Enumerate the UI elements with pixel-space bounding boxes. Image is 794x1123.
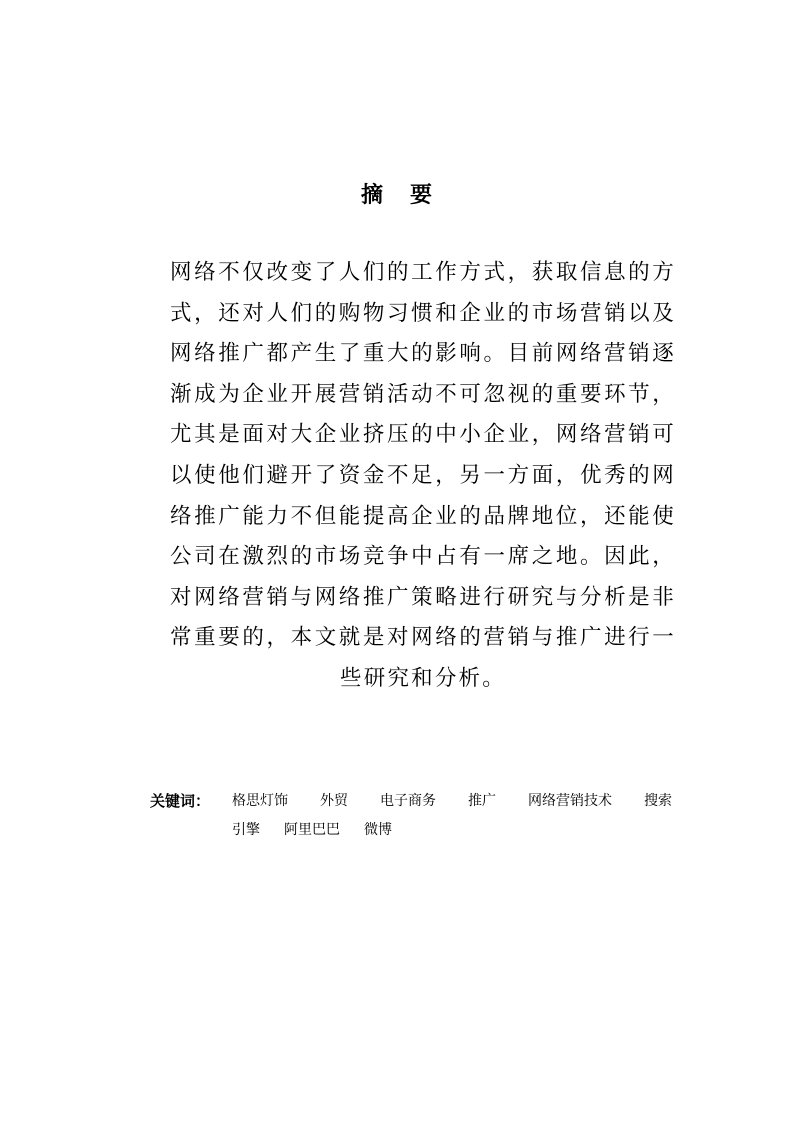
keyword-item: 推广 bbox=[468, 793, 496, 809]
keywords-label: 关键词： bbox=[150, 792, 211, 810]
keyword-item: 引擎 bbox=[232, 822, 260, 838]
heading-char-2: 要 bbox=[410, 182, 434, 208]
keyword-item: 外贸 bbox=[320, 793, 348, 809]
keyword-item: 电子商务 bbox=[380, 793, 436, 809]
keyword-item: 阿里巴巴 bbox=[284, 822, 340, 838]
abstract-heading bbox=[0, 178, 794, 209]
keyword-item: 网络营销技术 bbox=[528, 793, 612, 809]
keyword-item: 搜索 bbox=[644, 793, 672, 809]
keyword-item: 微博 bbox=[364, 822, 392, 838]
keywords-list bbox=[232, 787, 676, 845]
abstract-body: 网络不仅改变了人们的工作方式，获取信息的方式，还对人们的购物习惯和企业的市场营销以及网络推广都产生了重大的影响。目前网络营销逐渐成为企业开展营销活动不可忽视的重要环节，尤其是面对大企业挤压的中小企业，网络营销可以使他们避开了资金不足，另一方面，优秀的网络推广能力不但能提高企业的品牌地位，还能使公司在激烈的市场竞争中占有一席之地。因此，对网络营销与网络推广策略进行研究与分析是非常重要的，本文就是对网络的营销与推广进行一些研究和分析。 bbox=[170, 260, 676, 691]
keyword-item: 格思灯饰 bbox=[232, 793, 288, 809]
heading-char-1: 摘 bbox=[360, 182, 384, 208]
keywords-row-1 bbox=[232, 787, 672, 816]
keywords-row-2 bbox=[232, 816, 676, 845]
